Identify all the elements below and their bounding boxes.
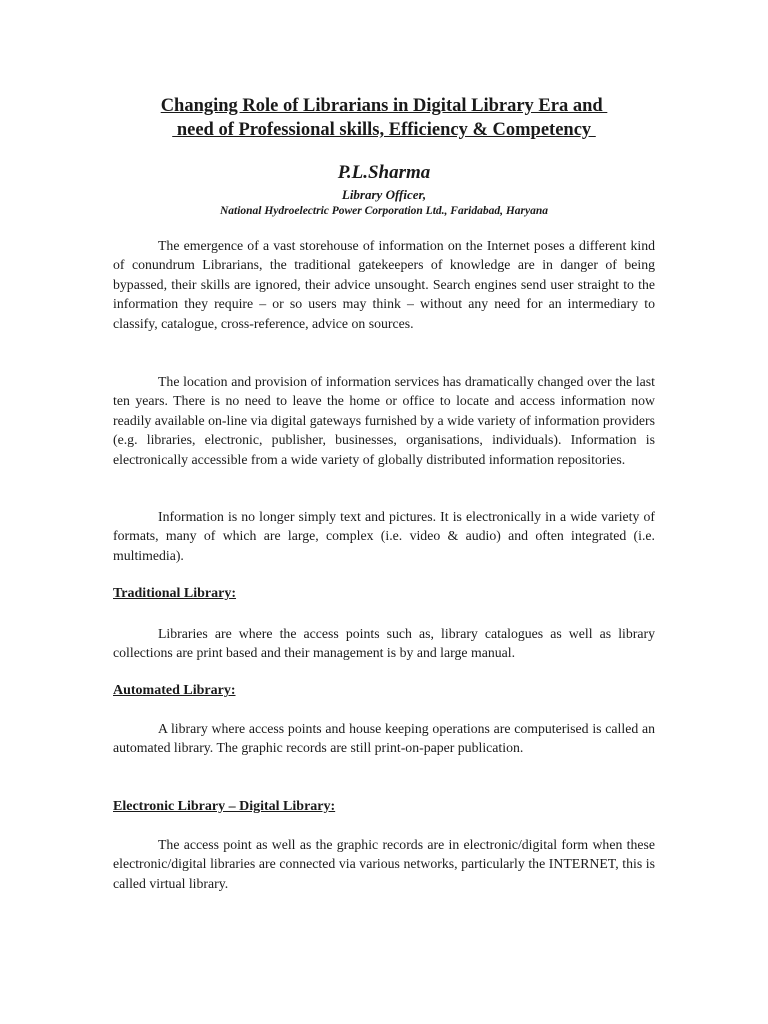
document-title-line-2: need of Professional skills, Efficiency & Competency — [172, 120, 596, 140]
author-organization: National Hydroelectric Power Corporation Ltd., Faridabad, Haryana — [219, 205, 549, 217]
section-text-traditional-library: Libraries are where the access points such as, library catalogues as well as library collections are print based and their management is by and large manual. — [113, 626, 655, 661]
intro-paragraph-3: Information is no longer simply text and pictures. It is electronically in a wide variety of formats, many of which are large, complex (i.e. video & audio) and often integrated (i.e. multimedia). — [113, 509, 655, 563]
section-heading-electronic-library: Electronic Library – Digital Library: — [113, 799, 336, 814]
intro-paragraph-2: The location and provision of information services has dramatically changed over the last ten years. There is no need to leave the home or office to locate and access information now readily available on-line via digital gateways furnished by a wide variety of information providers (e.g. libraries, electronic, publisher, businesses, organisations, individuals). Information is electronically accessible from a wide variety of globally distributed information repositories. — [113, 374, 655, 467]
author-role: Library Officer, — [341, 187, 427, 202]
section-heading-automated-library: Automated Library: — [113, 683, 236, 698]
author-name: P.L.Sharma — [337, 162, 431, 183]
author-block — [0, 160, 768, 219]
intro-paragraph-1: The emergence of a vast storehouse of information on the Internet poses a different kind of conundrum Librarians, the traditional gatekeepers of knowledge are in danger of being bypassed, their skills are ignored, their advice unsought. Search engines send user straight to the information they require – or so users may think – without any need for an intermediary to classify, catalogue, cross-reference, advice on sources. — [113, 238, 655, 331]
title-block — [0, 94, 768, 142]
document-title-line-1: Changing Role of Librarians in Digital Library Era and — [160, 96, 608, 116]
section-text-automated-library: A library where access points and house keeping operations are computerised is called an automated library. The graphic records are still print-on-paper publication. — [113, 721, 655, 756]
section-heading-traditional-library: Traditional Library: — [113, 586, 237, 601]
section-text-electronic-library: The access point as well as the graphic records are in electronic/digital form when these electronic/digital libraries are connected via various networks, particularly the INTERNET, this is called virtual library. — [113, 837, 655, 891]
